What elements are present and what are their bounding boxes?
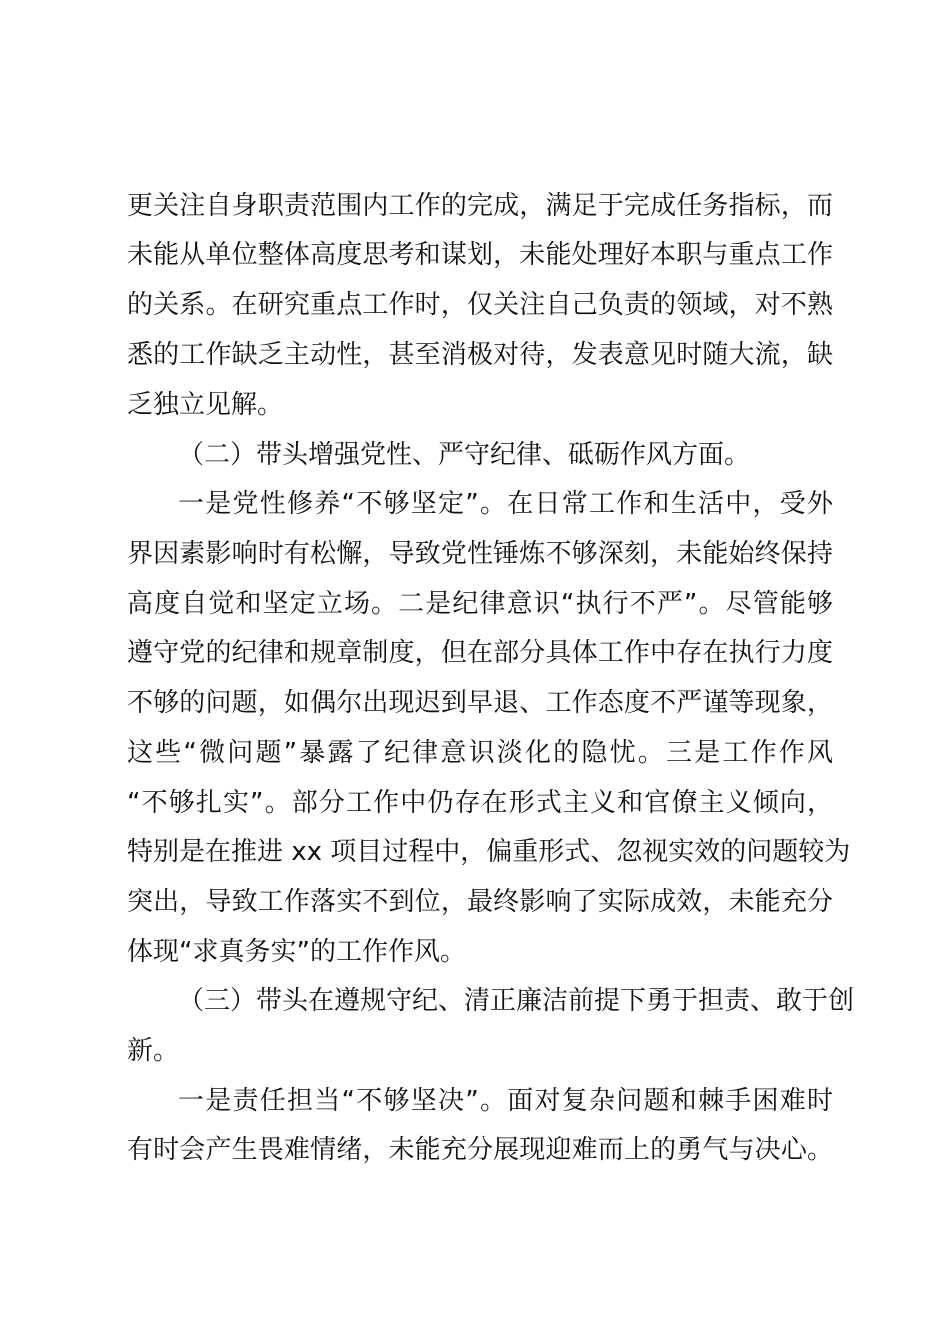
section-heading-continuation: 新。 — [127, 1036, 180, 1066]
text-line: 更关注自身职责范围内工作的完成，满足于完成任务指标，而 — [127, 191, 833, 221]
section-heading: （二）带头增强党性、严守纪律、砥砺作风方面。 — [178, 440, 751, 470]
paragraph-first-line: 一是党性修养“不够坚定”。在日常工作和生活中，受外 — [178, 489, 833, 519]
text-line: 这些“微问题”暴露了纪律意识淡化的隐忧。三是工作作风 — [127, 738, 833, 768]
section-heading: （三）带头在遵规守纪、清正廉洁前提下勇于担责、敢于创 — [178, 986, 855, 1016]
paragraph-first-line: 一是责任担当“不够坚决”。面对复杂问题和棘手困难时 — [178, 1086, 833, 1116]
text-line: “不够扎实”。部分工作中仍存在形式主义和官僚主义倾向， — [127, 788, 833, 818]
text-line: 特别是在推进 xx 项目过程中，偏重形式、忽视实效的问题较为 — [127, 837, 851, 867]
text-line: 体现“求真务实”的工作作风。 — [127, 937, 466, 967]
text-line: 乏独立见解。 — [127, 390, 284, 420]
text-line: 遵守党的纪律和规章制度，但在部分具体工作中存在执行力度 — [127, 638, 833, 668]
text-line: 的关系。在研究重点工作时，仅关注自己负责的领域，对不熟 — [127, 290, 833, 320]
text-line: 突出，导致工作落实不到位，最终影响了实际成效，未能充分 — [127, 887, 833, 917]
text-line: 未能从单位整体高度思考和谋划，未能处理好本职与重点工作 — [127, 240, 833, 270]
text-line: 悉的工作缺乏主动性，甚至消极对待，发表意见时随大流，缺 — [127, 340, 833, 370]
text-line: 有时会产生畏难情绪，未能充分展现迎难而上的勇气与决心。 — [127, 1135, 833, 1165]
text-line: 不够的问题，如偶尔出现迟到早退、工作态度不严谨等现象， — [127, 688, 833, 718]
text-line: 界因素影响时有松懈，导致党性锤炼不够深刻，未能始终保持 — [127, 539, 833, 569]
text-line: 高度自觉和坚定立场。二是纪律意识“执行不严”。尽管能够 — [127, 589, 833, 619]
